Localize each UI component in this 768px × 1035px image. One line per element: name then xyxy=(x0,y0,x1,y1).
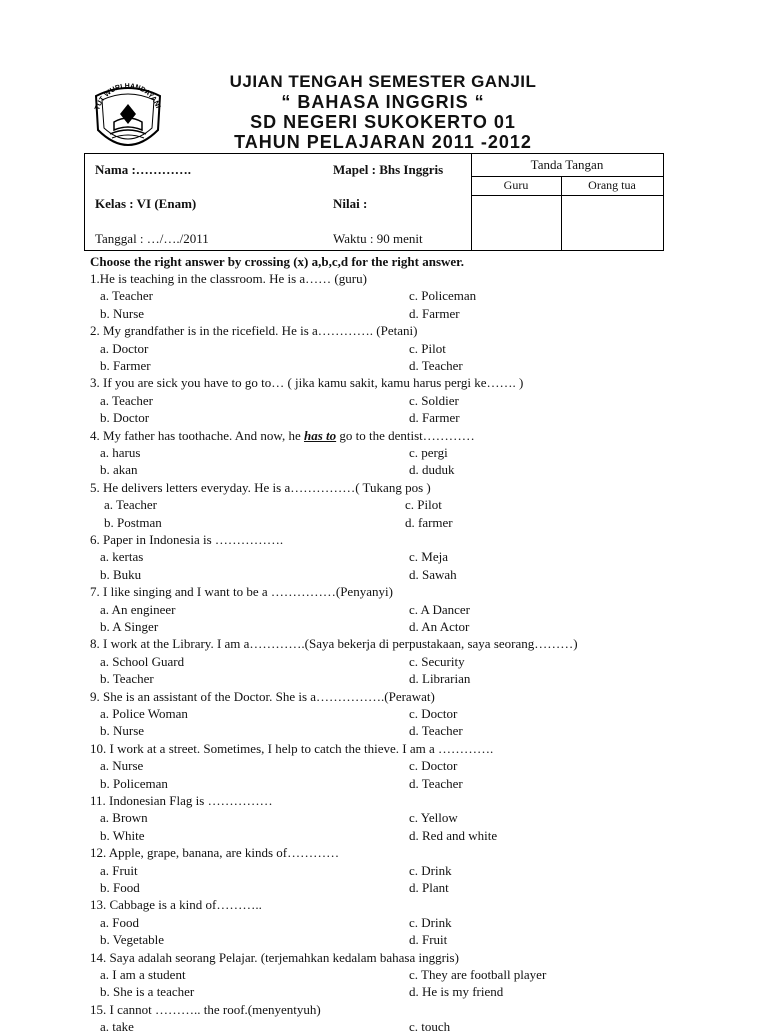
logo-text: TUT WURI HANDAYANI xyxy=(94,82,162,112)
option-a: a. Brown xyxy=(100,810,148,826)
question-text: 2. My grandfather is in the ricefield. He is a…………. (Petani) xyxy=(90,323,418,339)
option-d: d. Sawah xyxy=(409,566,457,582)
option-a: a. harus xyxy=(100,445,141,460)
kelas-field: Kelas : VI (Enam) xyxy=(95,196,197,211)
question-text: 15. I cannot ……….. the roof.(menyentyuh) xyxy=(90,1001,321,1017)
option-b: b. Buku xyxy=(100,566,142,582)
option-c: c. Policeman xyxy=(409,288,477,304)
option-c: c. Drink xyxy=(409,862,452,878)
option-b: b. Food xyxy=(100,880,140,895)
option-a: a. kertas xyxy=(100,549,144,565)
option-a: a. Teacher xyxy=(100,392,153,408)
option-d: d. An Actor xyxy=(409,619,470,634)
nilai-field: Nilai : xyxy=(333,196,368,211)
student-info-table xyxy=(84,153,664,251)
waktu-field: Waktu : 90 menit xyxy=(333,231,423,246)
option-d: d. Farmer xyxy=(409,410,460,426)
emphasized-text: has to xyxy=(303,427,337,443)
option-d: d. Fruit xyxy=(409,932,448,948)
option-a: a. Nurse xyxy=(100,758,144,774)
option-a: a. Teacher xyxy=(100,288,153,304)
option-d: d. Teacher xyxy=(409,358,463,373)
school-emblem-icon xyxy=(88,78,168,158)
question-text: 8. I work at the Library. I am a………….(Saya bekerja di perpustakaan, saya seorang………) xyxy=(90,636,578,652)
option-d: d. He is my friend xyxy=(409,984,504,1000)
question-text: 10. I work at a street. Sometimes, I help to catch the thieve. I am a …………. xyxy=(90,740,494,756)
option-b: b. White xyxy=(100,827,145,843)
option-c: c. Security xyxy=(409,653,465,669)
option-b: b. Vegetable xyxy=(100,932,165,948)
school-name: SD NEGERI SUKOKERTO 01 xyxy=(250,112,516,132)
option-a: a. Police Woman xyxy=(100,706,188,721)
question-text: 3. If you are sick you have to go to… ( jika kamu sakit, kamu harus pergi ke……. ) xyxy=(90,375,524,391)
option-d: d. Librarian xyxy=(409,671,471,687)
instruction: Choose the right answer by crossing (x) a,b,c,d for the right answer. xyxy=(90,254,464,269)
option-b: b. Nurse xyxy=(100,723,145,739)
option-d: d. Teacher xyxy=(409,723,463,739)
option-c: c. pergi xyxy=(409,445,448,460)
option-c: c. Doctor xyxy=(409,706,458,721)
option-c: c. touch xyxy=(409,1019,451,1035)
guru-label: Guru xyxy=(503,178,529,192)
exam-title: UJIAN TENGAH SEMESTER GANJIL xyxy=(229,72,537,91)
option-b: b. Teacher xyxy=(100,671,154,687)
option-c: c. Pilot xyxy=(405,497,442,513)
option-d: d. Plant xyxy=(409,880,449,895)
option-c: c. Doctor xyxy=(409,758,458,774)
option-d: d. Teacher xyxy=(409,775,463,791)
option-c: c. They are football player xyxy=(409,967,547,982)
option-c: c. Soldier xyxy=(409,392,459,408)
option-a: a. I am a student xyxy=(100,967,186,982)
option-a: a. Doctor xyxy=(100,340,149,356)
option-b: b. akan xyxy=(100,462,138,478)
question-text: 4. My father has toothache. And now, he has to go to the dentist………… xyxy=(90,427,475,443)
option-b: b. Postman xyxy=(104,514,162,530)
option-b: b. Farmer xyxy=(100,358,151,373)
question-text: 12. Apple, grape, banana, are kinds of………… xyxy=(90,845,340,861)
question-text: 1.He is teaching in the classroom. He is a…… (guru) xyxy=(90,271,367,286)
option-d: d. duduk xyxy=(409,462,455,478)
option-b: b. Policeman xyxy=(100,775,168,791)
option-c: c. Pilot xyxy=(409,340,446,356)
option-d: d. Red and white xyxy=(409,827,498,843)
question-text: 14. Saya adalah seorang Pelajar. (terjemahkan kedalam bahasa inggris) xyxy=(90,949,459,965)
question-text: 6. Paper in Indonesia is ……………. xyxy=(90,532,284,547)
academic-year: TAHUN PELAJARAN 2011 -2012 xyxy=(234,132,532,152)
orang-tua-label: Orang tua xyxy=(588,178,636,192)
option-b: b. Nurse xyxy=(100,305,145,321)
option-c: c. Drink xyxy=(409,914,452,930)
question-text: 13. Cabbage is a kind of……….. xyxy=(90,897,262,913)
option-a: a. School Guard xyxy=(100,653,185,669)
option-b: b. Doctor xyxy=(100,410,150,426)
option-a: a. Food xyxy=(100,914,139,930)
option-a: a. Teacher xyxy=(104,497,157,513)
option-a: a. Fruit xyxy=(100,862,138,878)
option-d: d. Farmer xyxy=(409,305,460,321)
question-text: 7. I like singing and I want to be a ……………(Penyanyi) xyxy=(90,584,393,600)
option-c: c. A Dancer xyxy=(409,601,471,617)
option-a: a. take xyxy=(100,1019,134,1035)
nama-field: Nama :…………. xyxy=(95,162,192,177)
question-text: 5. He delivers letters everyday. He is a……………( Tukang pos ) xyxy=(90,479,431,495)
tanda-tangan-label: Tanda Tangan xyxy=(530,157,604,172)
question-text: 9. She is an assistant of the Doctor. She is a…………….(Perawat) xyxy=(90,688,435,704)
question-text: 11. Indonesian Flag is …………… xyxy=(90,793,273,808)
mapel-field: Mapel : Bhs Inggris xyxy=(333,162,444,177)
option-a: a. An engineer xyxy=(100,601,176,617)
option-c: c. Yellow xyxy=(409,810,458,826)
option-b: b. She is a teacher xyxy=(100,984,195,1000)
subject-title: “ BAHASA INGGRIS “ xyxy=(281,92,485,112)
option-c: c. Meja xyxy=(409,549,448,565)
tanggal-field: Tanggal : …/…./2011 xyxy=(95,231,209,246)
option-b: b. A Singer xyxy=(100,619,159,634)
option-d: d. farmer xyxy=(405,514,453,530)
